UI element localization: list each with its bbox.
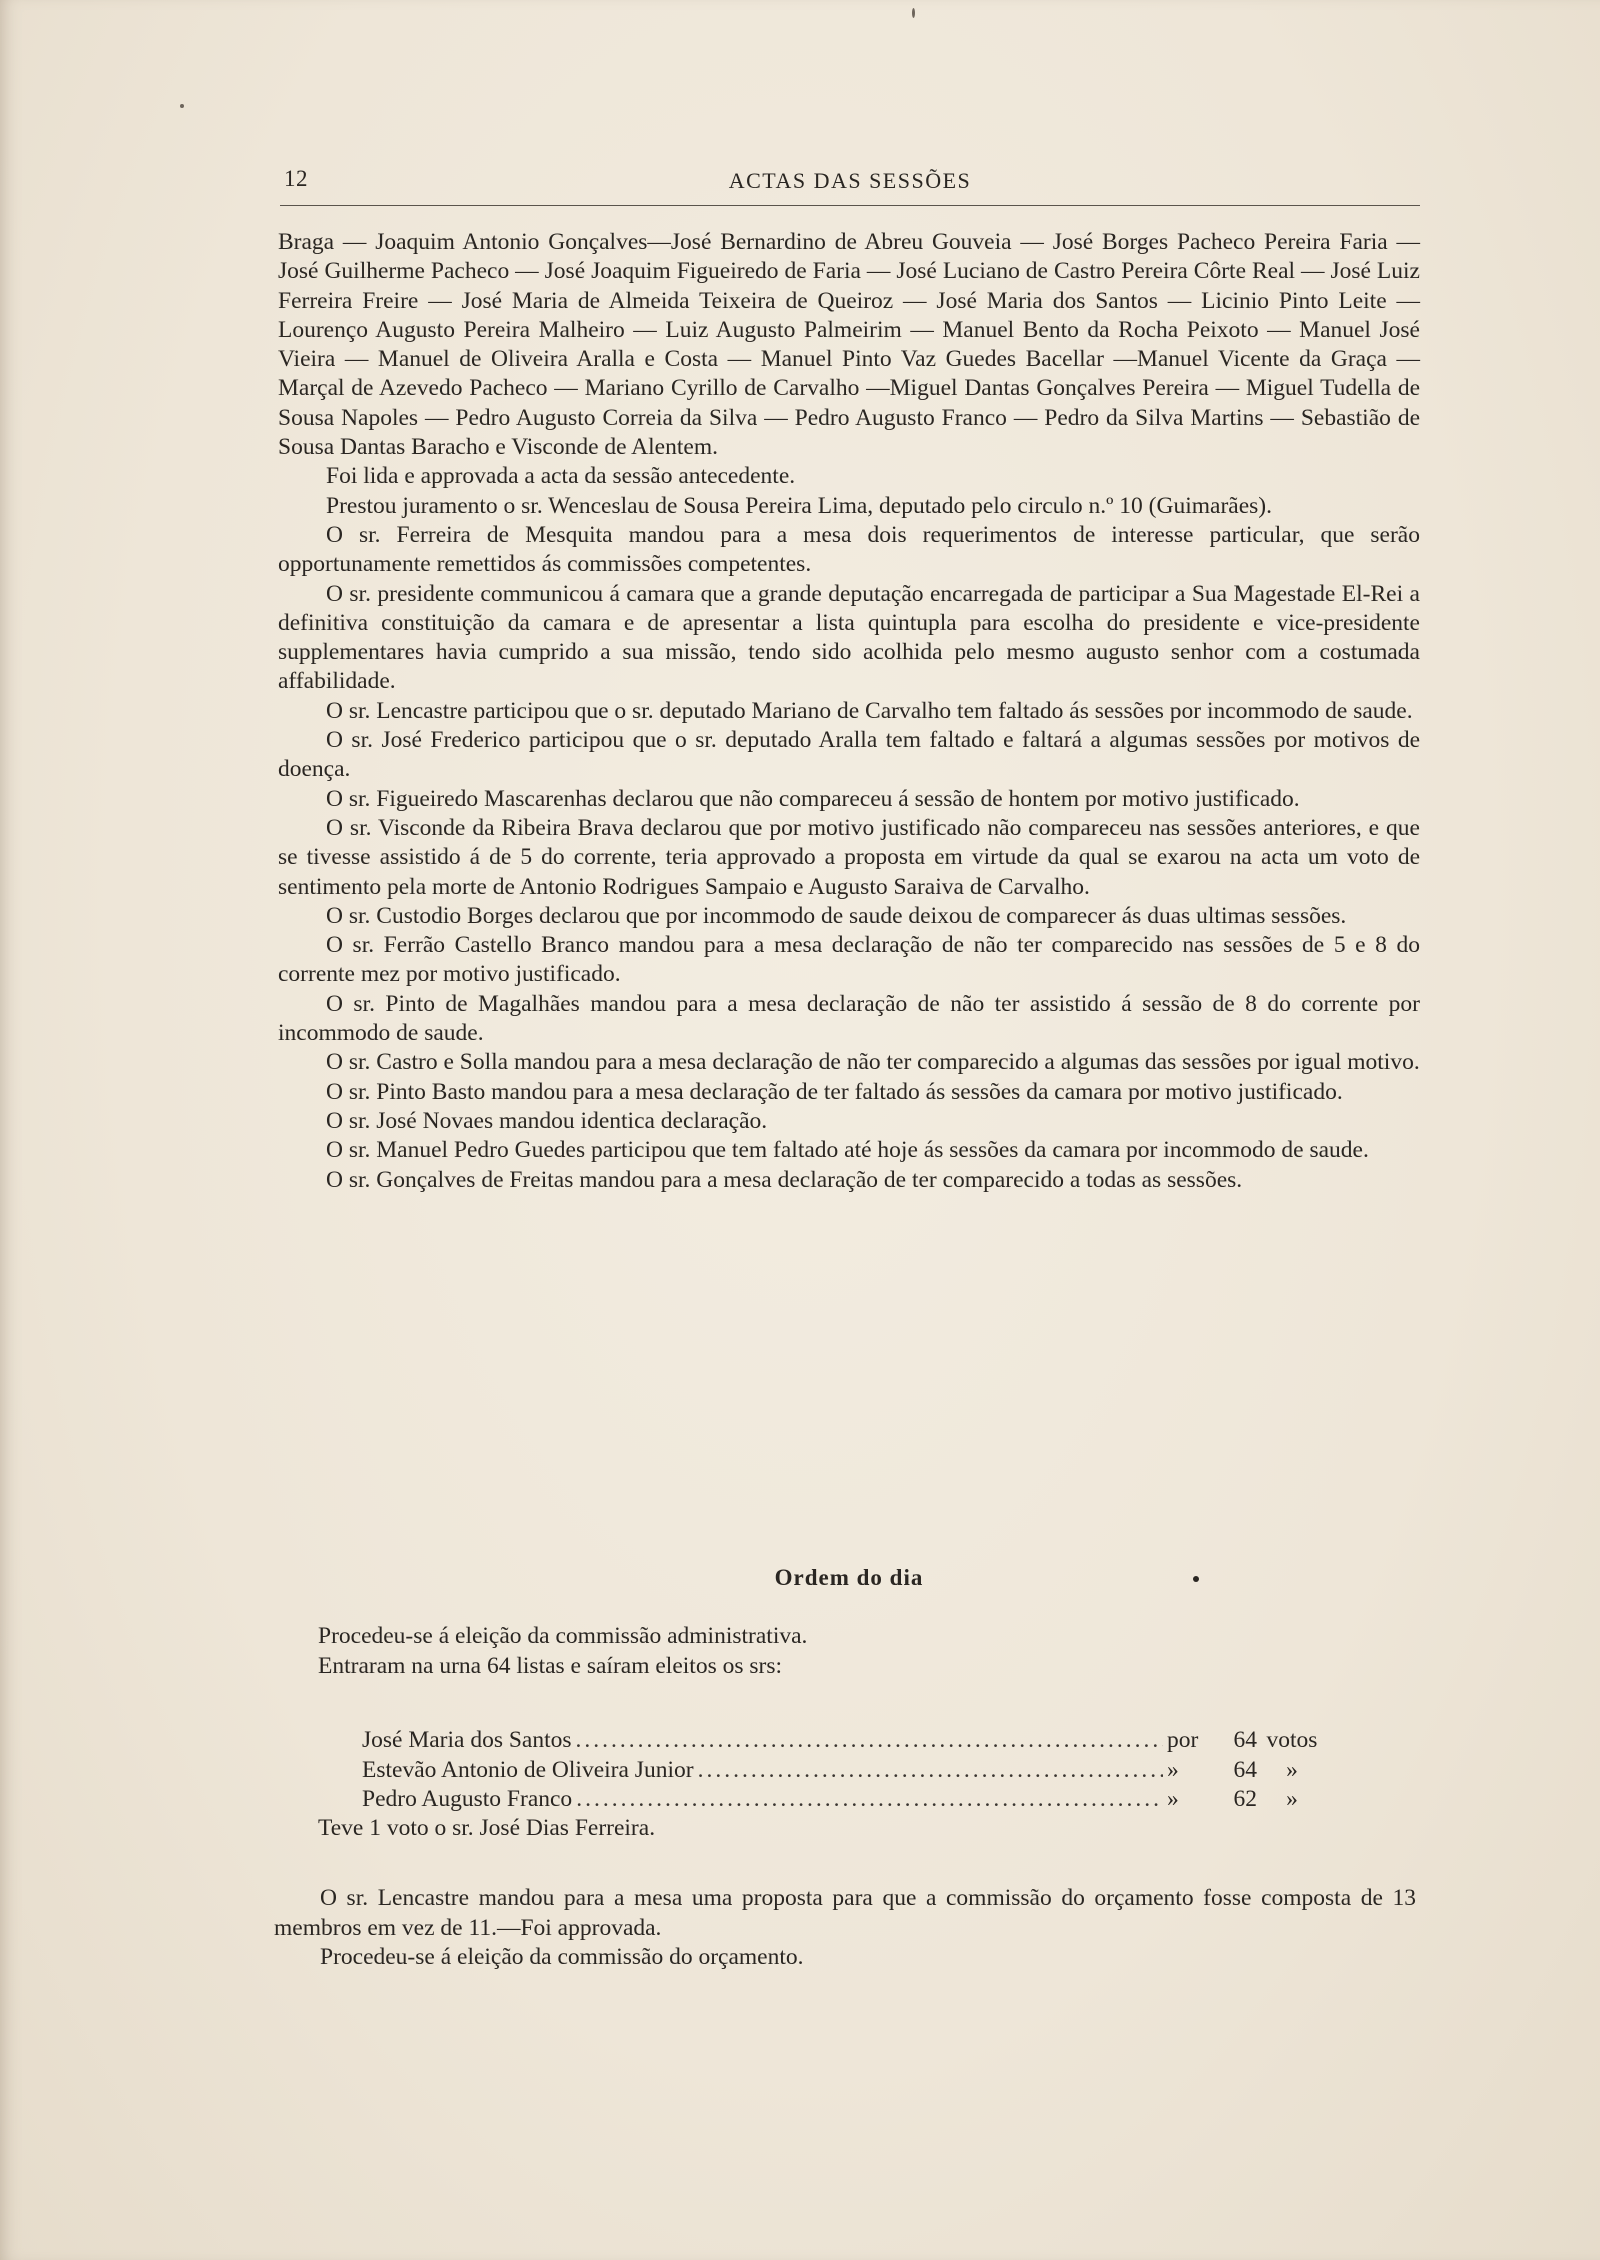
result-row: [362, 1756, 1327, 1786]
election-intro-line: Procedeu-se á eleição da commissão administrativa.: [318, 1623, 808, 1649]
oath-paragraph: Prestou juramento o sr. Wenceslau de Sousa Pereira Lima, deputado pelo circulo n.º 10 (Guimarães).: [326, 492, 1273, 519]
body-paragraph: O sr. presidente communicou á camara que a grande deputação encarregada de participar a Sua Magestade El-Rei a definitiva constituição da camara e de apresentar a lista quintupla para escolha do presidente e vice-presidente supplementares havia cumprido a sua missão, tendo sido acolhida pelo mesmo augusto senhor com a costumada affabilidade.: [278, 580, 1420, 695]
leader-dots: [576, 1726, 1163, 1756]
scan-speck: [912, 8, 915, 18]
result-unit: »: [1286, 1786, 1298, 1812]
result-name: Estevão Antonio de Oliveira Junior: [362, 1756, 694, 1783]
body-paragraph: O sr. Figueiredo Mascarenhas declarou que não compareceu á sessão de hontem por motivo justificado.: [326, 785, 1300, 812]
body-paragraph: O sr. Gonçalves de Freitas mandou para a mesa declaração de ter comparecido a todas as sessões.: [326, 1166, 1243, 1193]
body-paragraph: O sr. Manuel Pedro Guedes participou que tem faltado até hoje ás sessões da camara por incommodo de saude.: [326, 1137, 1369, 1164]
result-unit: votos: [1266, 1727, 1318, 1753]
result-votes: 64: [1233, 1727, 1257, 1753]
result-unit: »: [1286, 1756, 1298, 1783]
body-paragraph: O sr. José Novaes mandou identica declaração.: [326, 1107, 768, 1134]
extra-vote-line: Teve 1 voto o sr. José Dias Ferreira.: [318, 1815, 656, 1841]
election-results: [362, 1726, 1327, 1815]
result-row: [362, 1785, 1327, 1815]
leader-dots: [698, 1756, 1163, 1786]
election-intro: [318, 1622, 1418, 1681]
minutes-approval-paragraph: Foi lida e approvada a acta da sessão antecedente.: [326, 463, 796, 490]
page-number: 12: [284, 166, 308, 191]
result-row: [362, 1726, 1327, 1756]
body-paragraph: O sr. Visconde da Ribeira Brava declarou que por motivo justificado não compareceu nas sessões anteriores, e que se tivesse assistido á de 5 do corrente, teria approvado a proposta em virtude da qual se exarou na acta um voto de sentimento pela morte de Antonio Rodrigues Sampaio e Augusto Saraiva de Carvalho.: [278, 814, 1420, 900]
body-paragraph: O sr. Pinto de Magalhães mandou para a mesa declaração de não ter assistido á sessão de 8 do corrente por incommodo de saude.: [278, 990, 1420, 1047]
result-name: Pedro Augusto Franco: [362, 1786, 573, 1812]
closing-paragraph: Procedeu-se á eleição da commissão do orçamento.: [320, 1944, 804, 1970]
body-text: [278, 228, 1420, 1195]
page-header: [280, 160, 1420, 200]
closing-text: [274, 1884, 1416, 1973]
result-votes: 62: [1233, 1786, 1257, 1812]
result-prefix: por: [1167, 1727, 1199, 1753]
body-paragraph: O sr. José Frederico participou que o sr. deputado Aralla tem faltado e faltará a algumas sessões por motivos de doença.: [278, 727, 1420, 783]
header-rule: [280, 205, 1420, 206]
scan-speck: [1193, 1576, 1199, 1582]
body-paragraph: O sr. Ferrão Castello Branco mandou para a mesa declaração de não ter comparecido nas sessões de 5 e 8 do corrente mez por motivo justificado.: [278, 932, 1420, 988]
attendance-list-paragraph: Braga — Joaquim Antonio Gonçalves—José Bernardino de Abreu Gouveia — José Borges Pacheco Pereira Faria — José Guilherme Pacheco — José Joaquim Figueiredo de Faria — José Luciano de Castro Pereira Côrte Real — José Luiz Ferreira Freire — José Maria de Almeida Teixeira de Queiroz — José Maria dos Santos — Licinio Pinto Leite — Lourenço Augusto Pereira Malheiro — Luiz Augusto Palmeirim — Manuel Bento da Rocha Peixoto — Manuel José Vieira — Manuel de Oliveira Aralla e Costa — Manuel Pinto Vaz Guedes Bacellar —Manuel Vicente da Graça — Marçal de Azevedo Pacheco — Mariano Cyrillo de Carvalho —Miguel Dantas Gonçalves Pereira — Miguel Tudella de Sousa Napoles — Pedro Augusto Correia da Silva — Pedro Augusto Franco — Pedro da Silva Martins — Sebastião de Sousa Dantas Baracho e Visconde de Alentem.: [278, 229, 1420, 461]
body-paragraph: O sr. Lencastre participou que o sr. deputado Mariano de Carvalho tem faltado ás sessões por incommodo de saude.: [326, 697, 1413, 724]
result-prefix: »: [1167, 1756, 1179, 1783]
section-heading: [278, 1565, 1420, 1591]
body-paragraph: O sr. Pinto Basto mandou para a mesa declaração de ter faltado ás sessões da camara por motivo justificado.: [326, 1078, 1343, 1105]
body-paragraph: O sr. Ferreira de Mesquita mandou para a mesa dois requerimentos de interesse particular, que serão opportunamente remettidos ás commissões competentes.: [278, 521, 1420, 578]
running-title: ACTAS DAS SESSÕES: [728, 168, 972, 193]
result-votes: 64: [1233, 1756, 1257, 1783]
body-paragraph: O sr. Custodio Borges declarou que por incommodo de saude deixou de comparecer ás duas ultimas sessões.: [326, 902, 1347, 929]
section-heading-text: Ordem do dia: [774, 1565, 924, 1590]
closing-paragraph: O sr. Lencastre mandou para a mesa uma proposta para que a commissão do orçamento fosse composta de 13 membros em vez de 11.—Foi approvada.: [274, 1885, 1416, 1941]
body-paragraph: O sr. Castro e Solla mandou para a mesa declaração de não ter comparecido a algumas das sessões por igual motivo.: [326, 1049, 1420, 1076]
leader-dots: [576, 1785, 1163, 1815]
scan-speck: [180, 104, 184, 108]
election-intro-line: Entraram na urna 64 listas e saíram eleitos os srs:: [318, 1652, 782, 1679]
result-name: José Maria dos Santos: [362, 1727, 572, 1753]
result-prefix: »: [1167, 1786, 1179, 1812]
